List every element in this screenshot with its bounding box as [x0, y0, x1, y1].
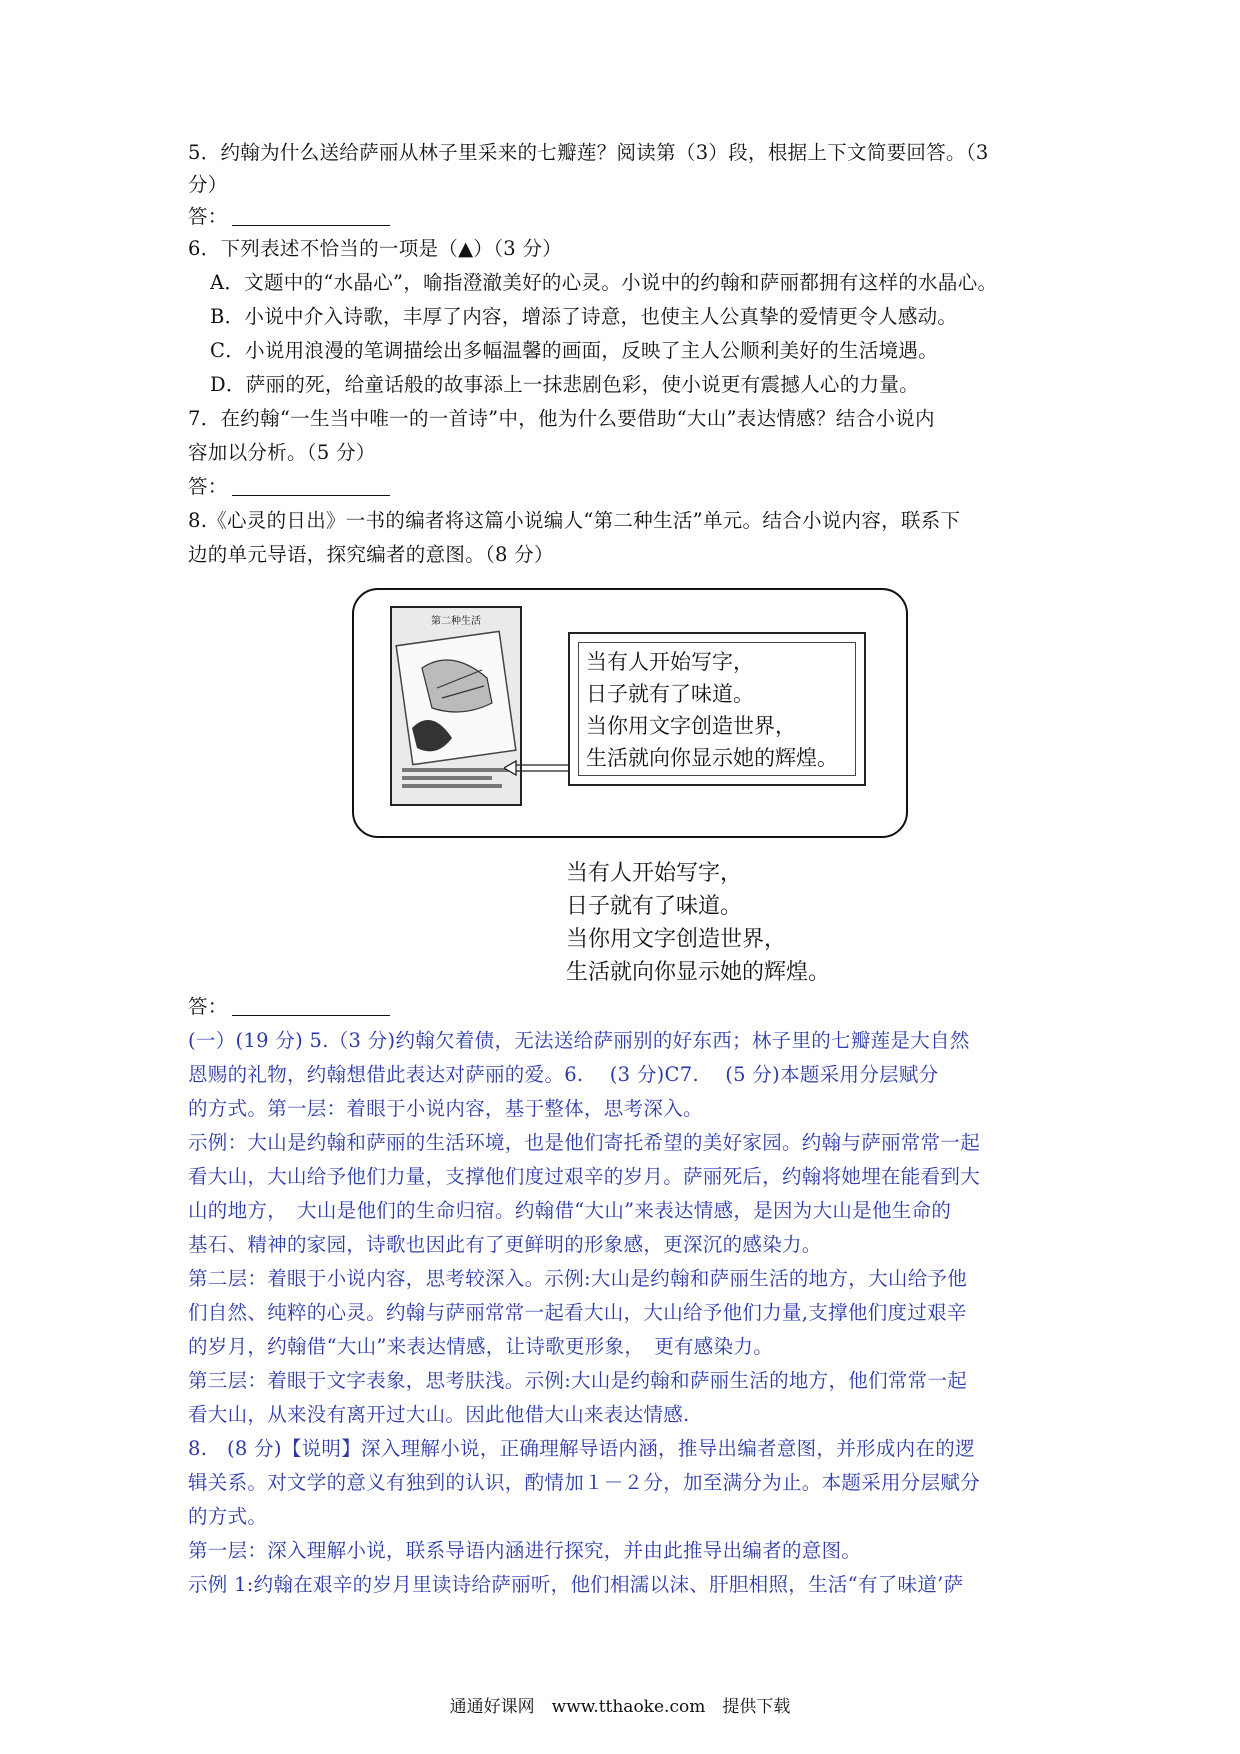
q8-text-line1: 8.《心灵的日出》一书的编者将这篇小说编人“第二种生活”单元。结合小说内容，联系下 — [188, 509, 961, 532]
answer-label: 答： — [188, 205, 228, 228]
quote-line-1: 当有人开始写字， — [586, 650, 754, 674]
q6-option-d: D．萨丽的死，给童话般的故事添上一抹悲剧色彩，使小说更有震撼人心的力量。 — [210, 373, 919, 396]
answer-key-line: 第一层：深入理解小说，联系导语内涵进行探究，并由此推导出编者的意图。 — [188, 1539, 862, 1562]
answer-key-line: 山的地方， 大山是他们的生命归宿。约翰借“大山”来表达情感，是因为大山是他生命的 — [188, 1199, 952, 1222]
q6-stem: 6．下列表述不恰当的一项是（▲）（3 分） — [188, 237, 563, 260]
poem-line-2: 日子就有了味道。 — [566, 893, 743, 918]
answer-key-line: (一）(19 分) 5.（3 分)约翰欠着债，无法送给萨丽别的好东西；林子里的七瓣莲是大自然 — [188, 1029, 970, 1052]
unit-intro-figure — [352, 588, 908, 838]
answer-key-line: 第三层：着眼于文字表象，思考肤浅。示例:大山是约翰和萨丽生活的地方，他们常常一起 — [188, 1369, 968, 1392]
answer-key-line: 恩赐的礼物，约翰想借此表达对萨丽的爱。6. (3 分)C7. (5 分)本题采用分层赋分 — [188, 1063, 939, 1086]
book-cover-image — [390, 606, 522, 806]
page-footer: 通通好课网 www.tthaoke.com 提供下载 — [449, 1697, 791, 1717]
answer-label: 答： — [188, 995, 228, 1018]
poem-line-1: 当有人开始写字， — [566, 860, 743, 885]
answer-key-line: 8. (8 分)【说明】深入理解小说，正确理解导语内涵，推导出编者意图，并形成内在的逻 — [188, 1437, 975, 1460]
q7-text-line1: 7．在约翰“一生当中唯一的一首诗”中，他为什么要借助“大山”表达情感？结合小说内 — [188, 407, 935, 430]
answer-key-line: 辑关系。对文学的意义有独到的认识，酌情加１－２分，加至满分为止。本题采用分层赋分 — [188, 1471, 981, 1494]
unit-intro-quote-box — [568, 632, 866, 786]
arrow-left-icon — [504, 760, 570, 776]
q5-text-line1: 5．约翰为什么送给萨丽从林子里采来的七瓣莲？阅读第（3）段，根据上下文简要回答。（3 — [188, 141, 989, 164]
answer-blank — [232, 995, 390, 1016]
q6-option-c: C．小说用浪漫的笔调描绘出多幅温馨的画面，反映了主人公顺利美好的生活境遇。 — [210, 339, 939, 362]
answer-label: 答： — [188, 475, 228, 498]
q5-answer-line — [188, 200, 390, 234]
answer-key-line: 基石、精神的家园，诗歌也因此有了更鲜明的形象感，更深沉的感染力。 — [188, 1233, 822, 1256]
q6-option-a: A．文题中的“水晶心”，喻指澄澈美好的心灵。小说中的约翰和萨丽都拥有这样的水晶心。 — [210, 271, 998, 294]
q8-answer-line — [188, 990, 390, 1024]
answer-key-line: 示例：大山是约翰和萨丽的生活环境，也是他们寄托希望的美好家园。约翰与萨丽常常一起 — [188, 1131, 981, 1154]
answer-key-line: 看大山，从来没有离开过大山。因此他借大山来表达情感. — [188, 1403, 690, 1426]
answer-blank — [232, 205, 390, 226]
book-cover-title: 第二种生活 — [431, 616, 481, 627]
answer-key-line: 示例 1:约翰在艰辛的岁月里读诗给萨丽听，他们相濡以沫、肝胆相照，生活“有了味道’萨 — [188, 1573, 964, 1596]
quote-line-3: 当你用文字创造世界， — [586, 714, 796, 738]
answer-key-line: 的方式。第一层：着眼于小说内容，基于整体，思考深入。 — [188, 1097, 703, 1120]
quote-line-2: 日子就有了味道。 — [586, 682, 754, 706]
q6-option-b: B．小说中介入诗歌，丰厚了内容，增添了诗意，也使主人公真挚的爱情更令人感动。 — [210, 305, 958, 328]
answer-key-line: 看大山，大山给予他们力量，支撑他们度过艰辛的岁月。萨丽死后，约翰将她埋在能看到大 — [188, 1165, 981, 1188]
q8-text-line2: 边的单元导语，探究编者的意图。（8 分） — [188, 543, 554, 566]
q7-answer-line — [188, 470, 390, 504]
poem-line-4: 生活就向你显示她的辉煌。 — [566, 959, 831, 984]
poem-line-3: 当你用文字创造世界， — [566, 926, 787, 951]
answer-blank — [232, 475, 390, 496]
answer-key-line: 的岁月，约翰借“大山”来表达情感，让诗歌更形象， 更有感染力。 — [188, 1335, 773, 1358]
answer-key-line: 的方式。 — [188, 1505, 268, 1528]
answer-key-line: 们自然、纯粹的心灵。约翰与萨丽常常一起看大山，大山给予他们力量,支撑他们度过艰辛 — [188, 1301, 967, 1324]
q7-text-line2: 容加以分析。（5 分） — [188, 441, 376, 464]
quote-line-4: 生活就向你显示她的辉煌。 — [586, 746, 838, 770]
q5-text-line2: 分） — [188, 173, 228, 196]
writing-hand-illustration — [392, 608, 520, 804]
answer-key-line: 第二层：着眼于小说内容，思考较深入。示例:大山是约翰和萨丽生活的地方，大山给予他 — [188, 1267, 968, 1290]
